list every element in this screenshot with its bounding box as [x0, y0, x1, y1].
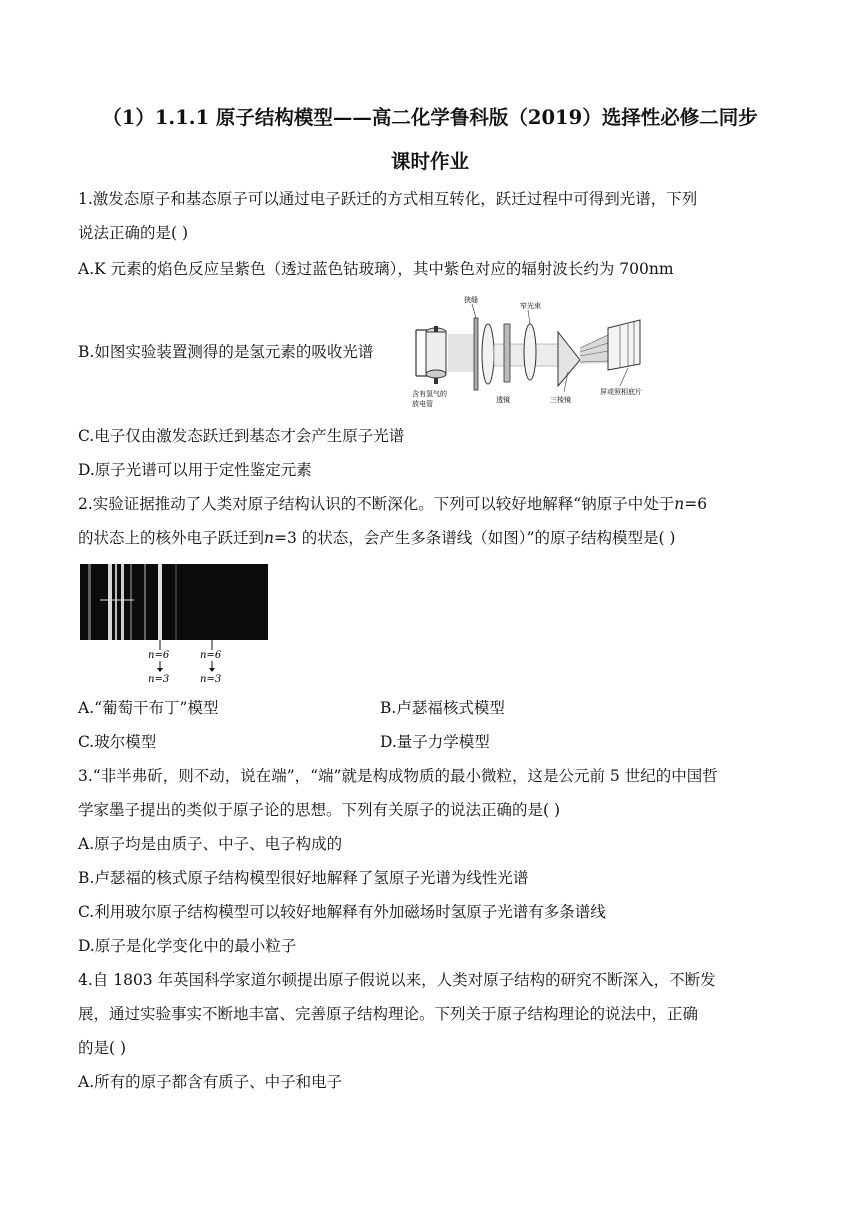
- spectroscope-apparatus-figure: [408, 292, 680, 410]
- label-slit: 狭缝: [464, 296, 478, 304]
- label-n6-first: n=6: [148, 650, 170, 661]
- discharge-tube: [416, 326, 446, 384]
- label-tube-line-2: 放电管: [412, 400, 433, 408]
- q1-option-a: A.K 元素的焰色反应呈紫色（透过蓝色钴玻璃），其中紫色对应的辐射波长约为 700nm: [78, 260, 674, 278]
- lens-2: [524, 324, 536, 380]
- label-lens: 透镜: [496, 396, 510, 404]
- spectral-line: [108, 564, 112, 640]
- lens-1: [482, 324, 494, 384]
- q2-option-c: C.玻尔模型: [78, 733, 157, 751]
- q4-option-a: A.所有的原子都含有质子、中子和电子: [78, 1073, 343, 1091]
- aperture-plate: [504, 324, 510, 382]
- slit-plate: [474, 318, 478, 390]
- q4-stem-line-3: 的是( ): [78, 1039, 127, 1057]
- q4-stem-line-1: 4.自 1803 年英国科学家道尔顿提出原子假说以来，人类对原子结构的研究不断深入，不断发: [78, 971, 716, 989]
- q1-stem-line-2: 说法正确的是( ): [78, 224, 189, 242]
- q2-n-variable: n: [264, 529, 274, 547]
- document-title: [60, 96, 800, 184]
- q3-option-d: D.原子是化学变化中的最小粒子: [78, 937, 297, 955]
- q2-option-b: B.卢瑟福核式模型: [380, 699, 505, 717]
- q3-option-c: C.利用玻尔原子结构模型可以较好地解释有外加磁场时氢原子光谱有多条谱线: [78, 903, 606, 921]
- q2-n-variable: n: [674, 495, 685, 513]
- spectral-line: [158, 564, 162, 640]
- down-arrow-icon: [209, 668, 215, 672]
- light-glow: [448, 334, 478, 372]
- q3-stem-line-1: 3.“非半弗斫，则不动，说在端”，“端”就是构成物质的最小微粒，这是公元前 5 世纪的中国哲: [78, 767, 718, 785]
- q3-option-a: A.原子均是由质子、中子、电子构成的: [78, 835, 343, 853]
- label-n3-first: n=3: [148, 674, 170, 684]
- sodium-spectrum-figure: [78, 562, 272, 684]
- screen: [608, 320, 640, 370]
- q2-option-d: D.量子力学模型: [380, 733, 490, 751]
- down-arrow-icon: [157, 668, 163, 672]
- q1-stem-line-1: 1.激发态原子和基态原子可以通过电子跃迁的方式相互转化，跃迁过程中可得到光谱，下列: [78, 190, 698, 208]
- label-screen: 屏或照相底片: [600, 388, 642, 396]
- q3-option-b: B.卢瑟福的核式原子结构模型很好地解释了氢原子光谱为线性光谱: [78, 869, 529, 887]
- label-n6-second: n=6: [200, 650, 222, 661]
- title-line-2: 课时作业: [390, 150, 469, 173]
- prism: [558, 332, 580, 386]
- q1-option-d: D.原子光谱可以用于定性鉴定元素: [78, 461, 312, 479]
- q2-stem-text-a: 2.实验证据推动了人类对原子结构认识的不断深化。下列可以较好地解释“钠原子中处于: [78, 495, 675, 513]
- q4-stem-line-2: 展，通过实验事实不断地丰富、完善原子结构理论。下列关于原子结构理论的说法中，正确: [78, 1005, 699, 1023]
- q1-option-c: C.电子仅由激发态跃迁到基态才会产生原子光谱: [78, 427, 405, 445]
- q2-stem-line-1: [78, 493, 707, 515]
- q3-stem-line-2: 学家墨子提出的类似于原子论的思想。下列有关原子的说法正确的是( ): [78, 801, 561, 819]
- label-n3-second: n=3: [200, 674, 222, 684]
- q2-stem-text-c: 的状态上的核外电子跃迁到: [78, 529, 265, 547]
- q1-option-b: B.如图实验装置测得的是氢元素的吸收光谱: [78, 343, 374, 361]
- q2-stem-line-2: [78, 527, 675, 549]
- spectral-line: [121, 564, 124, 640]
- label-prism: 三棱镜: [550, 396, 571, 404]
- title-line-1: （1）1.1.1 原子结构模型——高二化学鲁科版（2019）选择性必修二同步: [102, 106, 758, 129]
- q2-option-a: A.“葡萄干布丁”模型: [78, 699, 219, 717]
- q2-stem-text-b: =6: [684, 495, 708, 513]
- label-narrow-beam: 窄光束: [520, 302, 541, 310]
- q2-stem-text-d: =3 的状态，会产生多条谱线（如图）”的原子结构模型是( ): [274, 529, 676, 547]
- label-tube-line-1: 含有氢气的: [412, 390, 447, 398]
- spectral-line: [115, 564, 117, 640]
